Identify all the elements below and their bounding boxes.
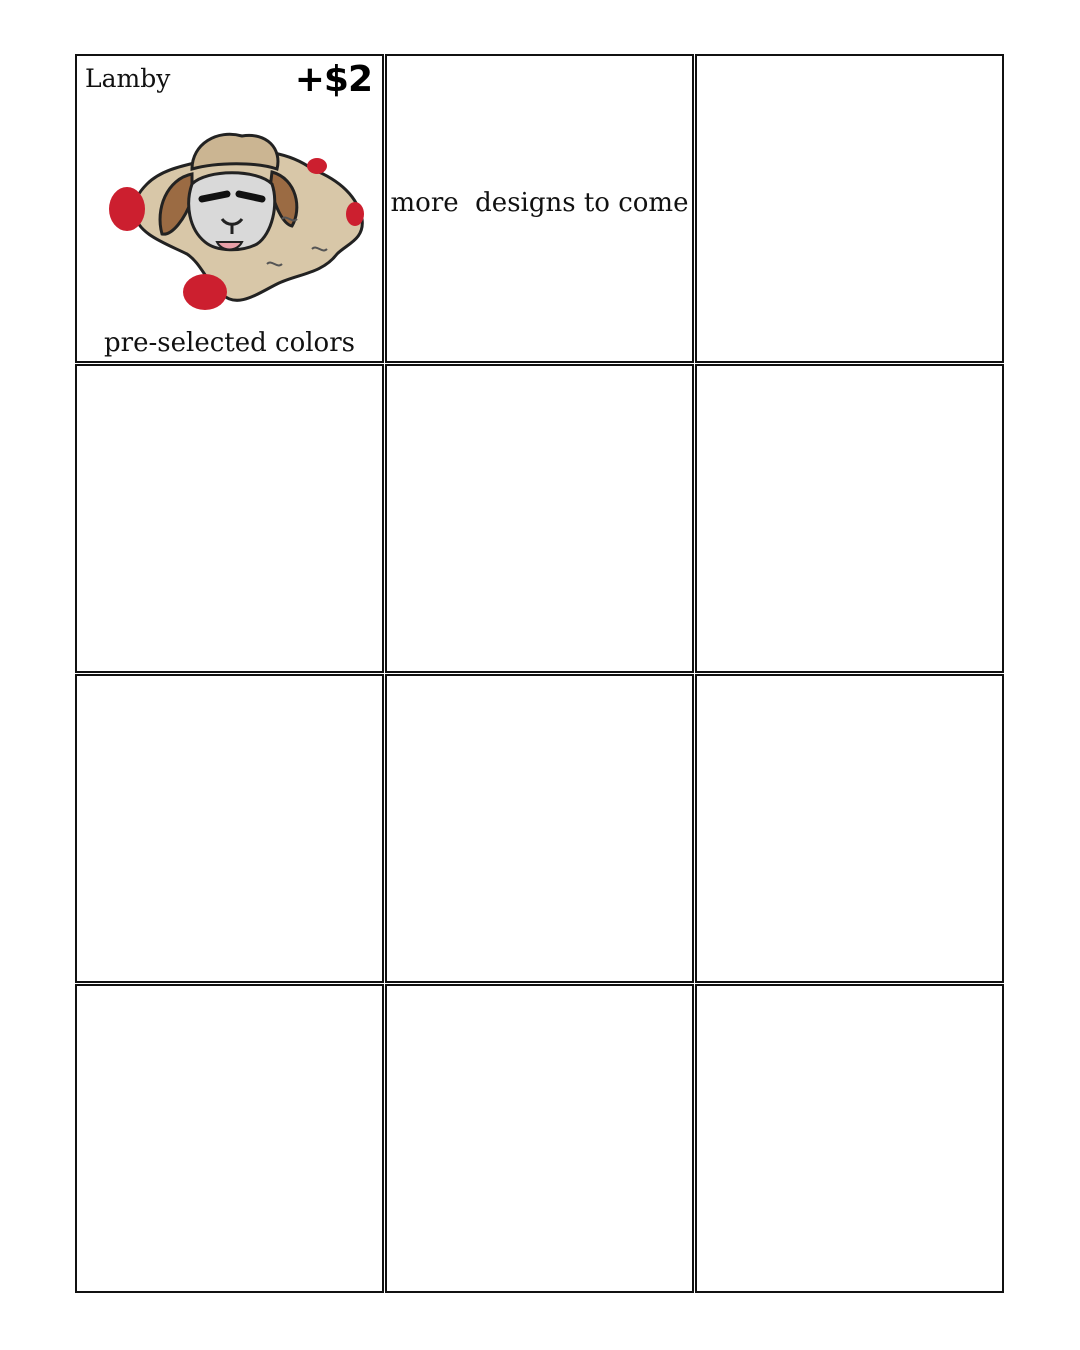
design-title: Lamby bbox=[85, 64, 171, 93]
design-cell-placeholder bbox=[385, 54, 694, 363]
design-caption: pre-selected colors bbox=[104, 328, 355, 358]
empty-cell bbox=[75, 674, 384, 983]
price-badge: +$2 bbox=[294, 59, 372, 100]
empty-cell bbox=[385, 984, 694, 1293]
empty-cell bbox=[385, 674, 694, 983]
more-designs-message: more designs to come bbox=[390, 188, 689, 218]
empty-cell bbox=[75, 984, 384, 1293]
design-cell-lamby[interactable] bbox=[75, 54, 384, 363]
design-grid bbox=[75, 54, 1005, 1294]
empty-cell bbox=[695, 364, 1004, 673]
empty-cell bbox=[695, 984, 1004, 1293]
empty-cell bbox=[75, 364, 384, 673]
lamby-lamb-icon bbox=[107, 124, 367, 314]
empty-cell bbox=[385, 364, 694, 673]
empty-cell bbox=[695, 674, 1004, 983]
empty-cell bbox=[695, 54, 1004, 363]
